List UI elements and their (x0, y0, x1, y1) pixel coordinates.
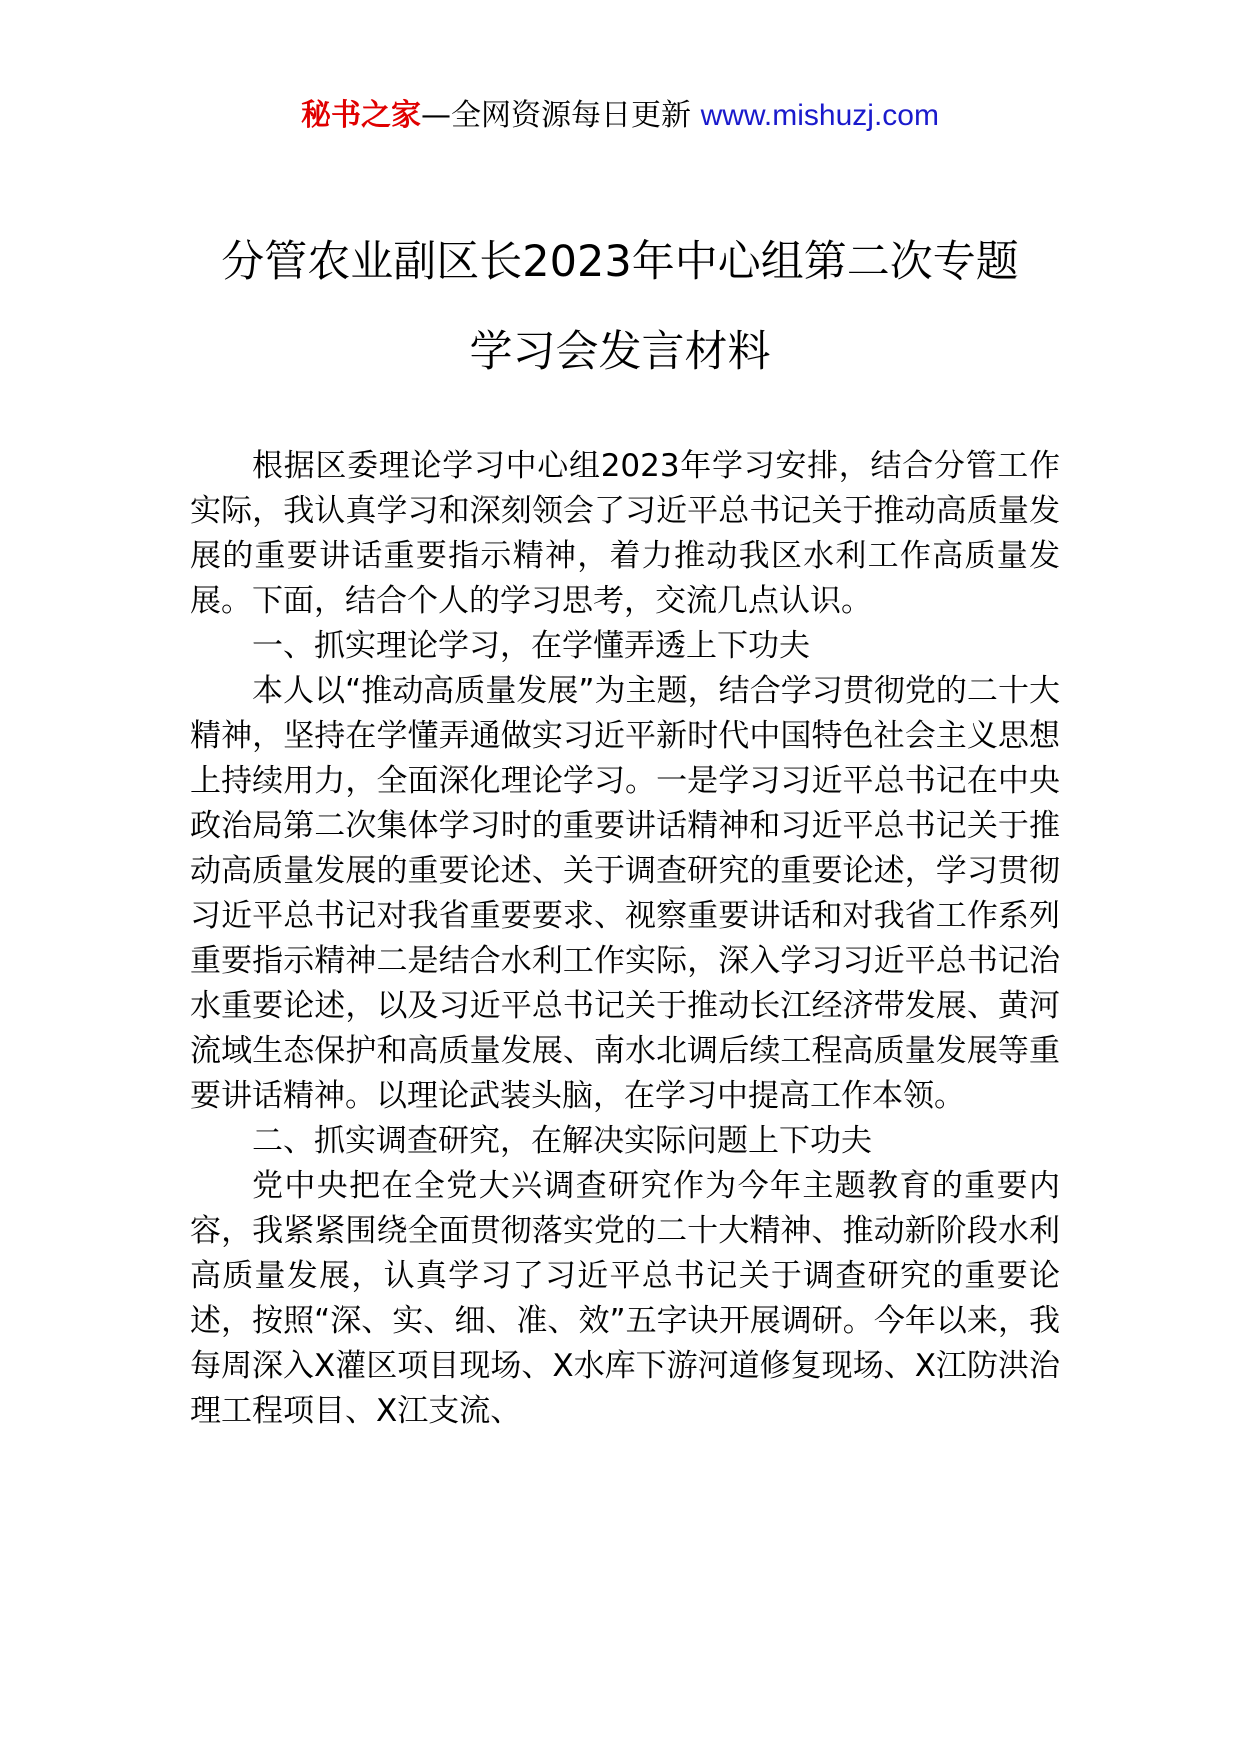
site-slogan: —全网资源每日更新 (421, 98, 701, 133)
document-title-line-2: 学习会发言材料 (469, 327, 771, 377)
document-title-line-1: 分管农业副区长2023年中心组第二次专题 (221, 237, 1019, 287)
section-heading-2: 二、抓实调查研究，在解决实际问题上下功夫 (252, 1123, 872, 1159)
site-brand: 秘书之家 (301, 98, 422, 133)
paragraph-section-1: 本人以“推动高质量发展”为主题，结合学习贯彻党的二十大精神，坚持在学懂弄通做实习近平新时代中国特色社会主义思想上持续用力，全面深化理论学习。一是学习习近平总书记在中央政治局第二次集体学习时的重要讲话精神和习近平总书记关于推动高质量发展的重要论述、关于调查研究的重要论述，学习贯彻习近平总书记对我省重要要求、视察重要讲话和对我省工作系列重要指示精神二是结合水利工作实际，深入学习习近平总书记治水重要论述，以及习近平总书记关于推动长江经济带发展、黄河流域生态保护和高质量发展、南水北调后续工程高质量发展等重要讲话精神。以理论武装头脑，在学习中提高工作本领。 (190, 673, 1060, 1114)
section-heading-1: 一、抓实理论学习，在学懂弄透上下功夫 (252, 628, 810, 664)
site-url-link[interactable]: www.mishuzj.com (700, 99, 939, 132)
paragraph-intro: 根据区委理论学习中心组2023年学习安排，结合分管工作实际，我认真学习和深刻领会了习近平总书记关于推动高质量发展的重要讲话重要指示精神，着力推动我区水利工作高质量发展。下面，结合个人的学习思考，交流几点认识。 (190, 448, 1060, 619)
paragraph-section-2: 党中央把在全党大兴调查研究作为今年主题教育的重要内容，我紧紧围绕全面贯彻落实党的二十大精神、推动新阶段水利高质量发展，认真学习了习近平总书记关于调查研究的重要论述，按照“深、实、细、准、效”五字诀开展调研。今年以来，我每周深入X灌区项目现场、X水库下游河道修复现场、X江防洪治理工程项目、X江支流、 (190, 1168, 1060, 1429)
document-body (190, 444, 1060, 1434)
site-banner (0, 96, 1240, 136)
